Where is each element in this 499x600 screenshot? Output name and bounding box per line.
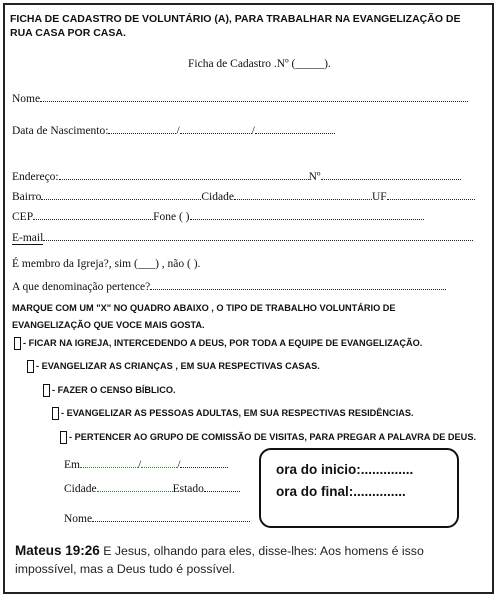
option-label: - EVANGELIZAR AS PESSOAS ADULTAS, EM SUA RESPECTIVAS RESIDÊNCIAS. bbox=[61, 407, 414, 418]
form-number-label: Ficha de Cadastro .Nº (_____). bbox=[188, 58, 331, 70]
email-field-row[interactable] bbox=[12, 231, 473, 244]
email-label: E-mail bbox=[12, 232, 44, 244]
checkbox[interactable] bbox=[14, 337, 21, 350]
option-row[interactable] bbox=[52, 407, 414, 420]
denomination-field-row[interactable] bbox=[12, 280, 446, 293]
instruction-text: MARQUE COM UM "X" NO QUADRO ABAIXO , O TIPO DE TRABALHO VOLUNTÁRIO DE EVANGELIZAÇÃO QUE VOCE MAIS GOSTA. bbox=[12, 303, 396, 330]
em-label: Em bbox=[64, 459, 80, 471]
uf-label: UF bbox=[371, 191, 387, 203]
checkbox[interactable] bbox=[52, 407, 59, 420]
checkbox[interactable] bbox=[27, 360, 34, 373]
number-label: Nº bbox=[308, 171, 321, 183]
option-label: - FICAR NA IGREJA, INTERCEDENDO A DEUS, POR TODA A EQUIPE DE EVANGELIZAÇÃO. bbox=[23, 337, 423, 348]
option-row[interactable] bbox=[60, 431, 476, 444]
option-row[interactable] bbox=[27, 360, 320, 373]
cep-label: CEP bbox=[12, 211, 34, 223]
bairro-label: Bairro bbox=[12, 191, 42, 203]
start-time-label: ora do inicio:.............. bbox=[276, 462, 414, 477]
cidade-label: Cidade bbox=[64, 483, 97, 495]
denomination-label: A que denominação pertence? bbox=[12, 281, 151, 293]
nome-label: Nome bbox=[64, 513, 93, 525]
birthdate-field-row[interactable] bbox=[12, 124, 335, 137]
nome-line[interactable] bbox=[40, 92, 468, 102]
date-separator: / bbox=[176, 125, 180, 137]
date-separator: / bbox=[251, 125, 255, 137]
address-field-row[interactable] bbox=[12, 170, 461, 183]
checkbox[interactable] bbox=[60, 431, 67, 444]
option-label: - PERTENCER AO GRUPO DE COMISSÃO DE VISITAS, PARA PREGAR A PALAVRA DE DEUS. bbox=[69, 431, 477, 442]
estado-label: Estado bbox=[172, 483, 204, 495]
quote-text: E Jesus, olhando para eles, disse-lhes: Aos homens é isso impossível, mas a Deus tudo é possível. bbox=[15, 544, 424, 576]
signature-row[interactable] bbox=[64, 512, 250, 525]
option-row[interactable] bbox=[14, 337, 422, 350]
cep-field-row[interactable] bbox=[12, 210, 424, 223]
bairro-field-row[interactable] bbox=[12, 190, 475, 203]
date-place-row[interactable] bbox=[64, 458, 228, 471]
option-label: - EVANGELIZAR AS CRIANÇAS , EM SUA RESPECTIVAS CASAS. bbox=[36, 360, 320, 371]
nome-field-row[interactable] bbox=[12, 92, 468, 105]
end-time-label: ora do final:.............. bbox=[276, 484, 406, 499]
checkbox[interactable] bbox=[43, 384, 50, 397]
address-label: Endereço: bbox=[12, 171, 59, 183]
fone-label: Fone ( ) bbox=[153, 211, 190, 223]
time-box bbox=[259, 448, 459, 528]
nome-label: Nome bbox=[12, 93, 41, 105]
bible-quote bbox=[15, 542, 485, 578]
birthdate-label: Data de Nascimento: bbox=[12, 125, 109, 137]
quote-reference: Mateus 19:26 bbox=[15, 543, 100, 558]
date-separator: / bbox=[177, 459, 181, 471]
city-state-row[interactable] bbox=[64, 482, 240, 495]
cidade-label: Cidade bbox=[201, 191, 234, 203]
member-question: É membro da Igreja?, sim (___) , não ( ). bbox=[12, 258, 201, 270]
option-label: - FAZER O CENSO BÍBLICO. bbox=[52, 384, 176, 395]
date-separator: / bbox=[137, 459, 142, 471]
form-title: FICHA DE CADASTRO DE VOLUNTÁRIO (A), PARA TRABALHAR NA EVANGELIZAÇÃO DE RUA CASA POR CASA. bbox=[10, 13, 461, 39]
option-row[interactable] bbox=[43, 384, 176, 397]
